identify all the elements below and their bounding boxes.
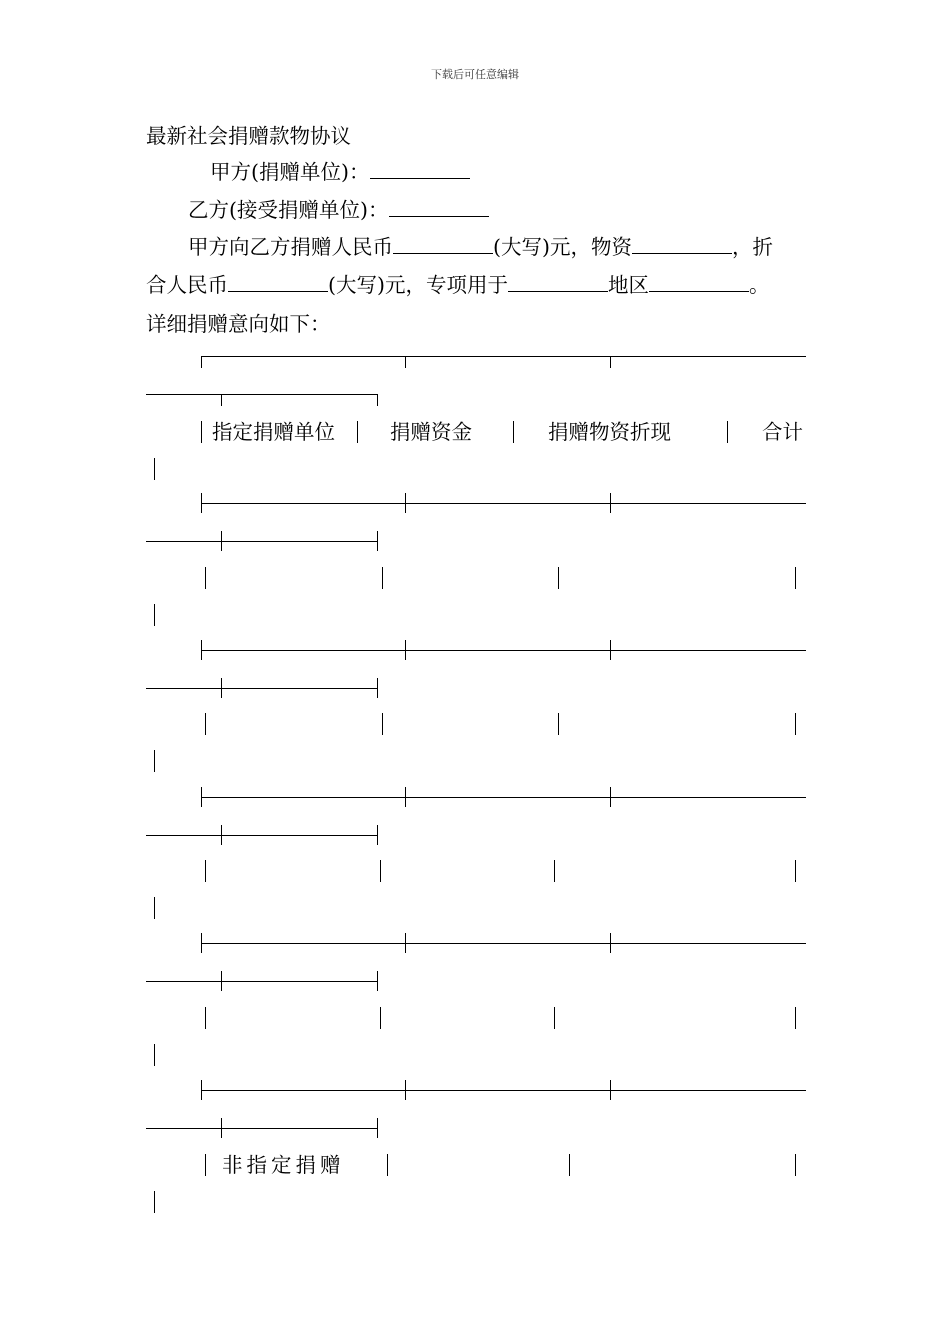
table-tick [377, 971, 378, 991]
table-top-rule-wrap [146, 394, 378, 395]
converted-amount-blank[interactable] [228, 273, 328, 292]
body-text: 。 [749, 273, 770, 297]
table-tick [377, 825, 378, 845]
body-line-3: 详细捐赠意向如下： [146, 312, 331, 336]
table-tick [201, 493, 202, 513]
cell-border [205, 1154, 206, 1176]
cell-border [154, 1044, 155, 1066]
cell-border [795, 1007, 796, 1029]
table-tick [221, 825, 222, 845]
party-a-blank[interactable] [370, 160, 470, 179]
cell-border [154, 1191, 155, 1213]
party-b-label: 乙方(接受捐赠单位)： [188, 198, 389, 222]
cell-border [205, 713, 206, 735]
cell-border [795, 1154, 796, 1176]
body-line-2 [146, 273, 770, 297]
row-label-non-designated: 非指定捐赠 [222, 1153, 345, 1177]
cell-border [382, 567, 383, 589]
cell-border [154, 750, 155, 772]
cell-border [554, 1007, 555, 1029]
table-tick [610, 640, 611, 660]
table-tick [610, 933, 611, 953]
cell-border [205, 567, 206, 589]
table-tick [221, 531, 222, 551]
body-text: 地区 [608, 273, 649, 297]
table-tick [377, 678, 378, 698]
row-separator [201, 943, 806, 944]
body-text: 合人民币 [146, 273, 228, 297]
cell-border [558, 567, 559, 589]
table-tick [377, 1118, 378, 1138]
cell-border [154, 604, 155, 626]
cell-border [382, 713, 383, 735]
table-tick [221, 971, 222, 991]
table-tick [201, 1080, 202, 1100]
party-b-line [188, 198, 489, 222]
region-blank[interactable] [649, 273, 749, 292]
table-tick [610, 787, 611, 807]
cell-border [201, 421, 202, 443]
body-text: (大写)元，物资 [493, 235, 632, 259]
col-header-funds: 捐赠资金 [390, 420, 472, 444]
row-separator-wrap [146, 1128, 378, 1129]
cell-border [154, 458, 155, 480]
cell-border [569, 1154, 570, 1176]
cell-border [154, 897, 155, 919]
table-tick [405, 640, 406, 660]
table-tick [221, 678, 222, 698]
cell-border [554, 860, 555, 882]
table-tick [405, 356, 406, 368]
table-tick [610, 356, 611, 368]
table-top-rule [201, 356, 806, 357]
col-header-total: 合计 [762, 420, 803, 444]
table-tick [377, 531, 378, 551]
cell-border [380, 1007, 381, 1029]
table-tick [201, 640, 202, 660]
cell-border [387, 1154, 388, 1176]
table-tick [610, 1080, 611, 1100]
row-separator-wrap [146, 835, 378, 836]
row-separator-wrap [146, 981, 378, 982]
table-corner [377, 394, 378, 406]
col-header-goods-value: 捐赠物资折现 [548, 420, 671, 444]
table-tick [405, 787, 406, 807]
party-a-label: 甲方(捐赠单位)： [210, 160, 370, 184]
cell-border [795, 713, 796, 735]
rmb-amount-blank[interactable] [393, 235, 493, 254]
purpose-blank[interactable] [508, 273, 608, 292]
table-tick [201, 933, 202, 953]
row-separator [201, 1090, 806, 1091]
cell-border [205, 1007, 206, 1029]
body-line-1 [188, 235, 773, 259]
col-header-designated-unit: 指定捐赠单位 [212, 420, 335, 444]
cell-border [727, 421, 728, 443]
cell-border [513, 421, 514, 443]
cell-border [795, 567, 796, 589]
table-tick [405, 933, 406, 953]
row-separator [201, 797, 806, 798]
table-tick [221, 394, 222, 406]
body-text: 甲方向乙方捐赠人民币 [188, 235, 393, 259]
cell-border [558, 713, 559, 735]
cell-border [380, 860, 381, 882]
table-corner [201, 356, 202, 368]
row-separator [201, 503, 806, 504]
party-b-blank[interactable] [389, 198, 489, 217]
body-text: ，折 [732, 235, 773, 259]
table-tick [405, 493, 406, 513]
goods-blank[interactable] [632, 235, 732, 254]
table-tick [405, 1080, 406, 1100]
table-tick [610, 493, 611, 513]
cell-border [205, 860, 206, 882]
table-tick [221, 1118, 222, 1138]
row-separator-wrap [146, 688, 378, 689]
row-separator-wrap [146, 541, 378, 542]
page-header-note: 下载后可任意编辑 [431, 68, 519, 81]
table-tick [201, 787, 202, 807]
cell-border [357, 421, 358, 443]
cell-border [795, 860, 796, 882]
document-title: 最新社会捐赠款物协议 [146, 124, 351, 148]
row-separator [201, 650, 806, 651]
body-text: (大写)元，专项用于 [328, 273, 508, 297]
party-a-line [210, 160, 470, 184]
